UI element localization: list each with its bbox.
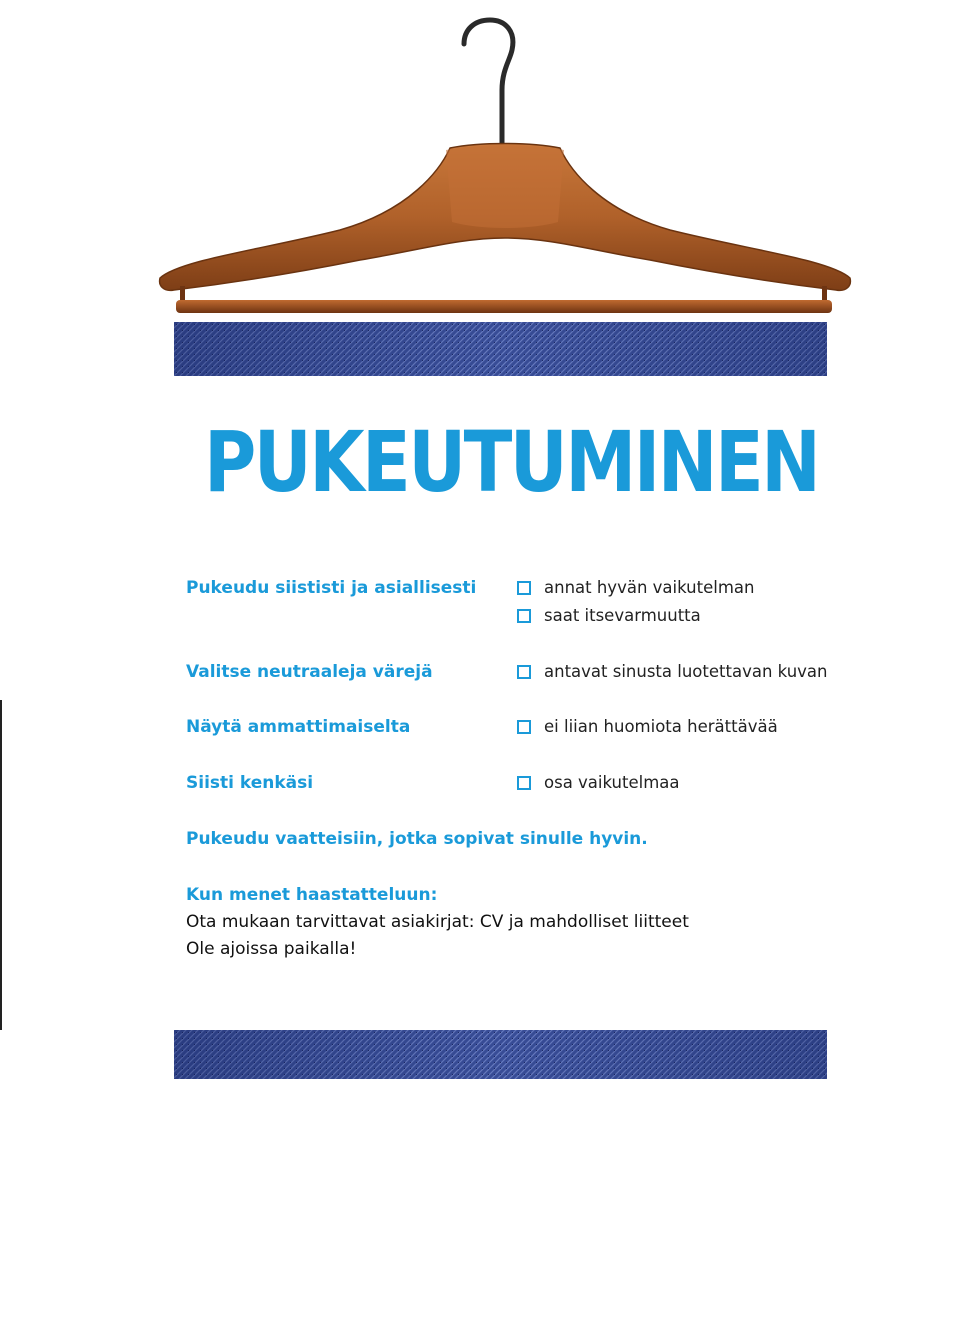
interview-line: Ota mukaan tarvittavat asiakirjat: CV ja mahdolliset liitteet	[186, 912, 689, 932]
page-title: PUKEUTUMINEN	[204, 413, 819, 511]
left-edge-rule	[0, 700, 2, 1030]
denim-strip-top	[174, 322, 827, 376]
fit-note: Pukeudu vaatteisiin, jotka sopivat sinulle hyvin.	[186, 829, 648, 849]
denim-strip-bottom	[174, 1030, 827, 1079]
benefit-text: osa vaikutelmaa	[544, 773, 680, 792]
benefit-item	[517, 661, 827, 683]
hanger-bar	[176, 300, 832, 313]
benefit-item	[517, 605, 701, 627]
checkbox-icon	[517, 609, 531, 623]
tip-label-neutral-colors: Valitse neutraaleja värejä	[186, 662, 433, 682]
benefit-text: saat itsevarmuutta	[544, 606, 701, 625]
checkbox-icon	[517, 665, 531, 679]
benefit-text: annat hyvän vaikutelman	[544, 578, 755, 597]
benefit-text: ei liian huomiota herättävää	[544, 717, 778, 736]
tip-label-dress-neatly: Pukeudu siististi ja asiallisesti	[186, 578, 477, 598]
interview-heading: Kun menet haastatteluun:	[186, 885, 438, 905]
benefit-item	[517, 577, 754, 599]
interview-line: Ole ajoissa paikalla!	[186, 939, 357, 959]
checkbox-icon	[517, 581, 531, 595]
benefit-item	[517, 716, 778, 738]
checkbox-icon	[517, 720, 531, 734]
benefit-item	[517, 772, 680, 794]
tip-label-clean-shoes: Siisti kenkäsi	[186, 773, 314, 793]
checkbox-icon	[517, 776, 531, 790]
clothes-hanger-illustration	[150, 10, 860, 330]
benefit-text: antavat sinusta luotettavan kuvan	[544, 662, 828, 681]
tip-label-look-professional: Näytä ammattimaiselta	[186, 717, 411, 737]
hook-icon	[464, 20, 513, 150]
